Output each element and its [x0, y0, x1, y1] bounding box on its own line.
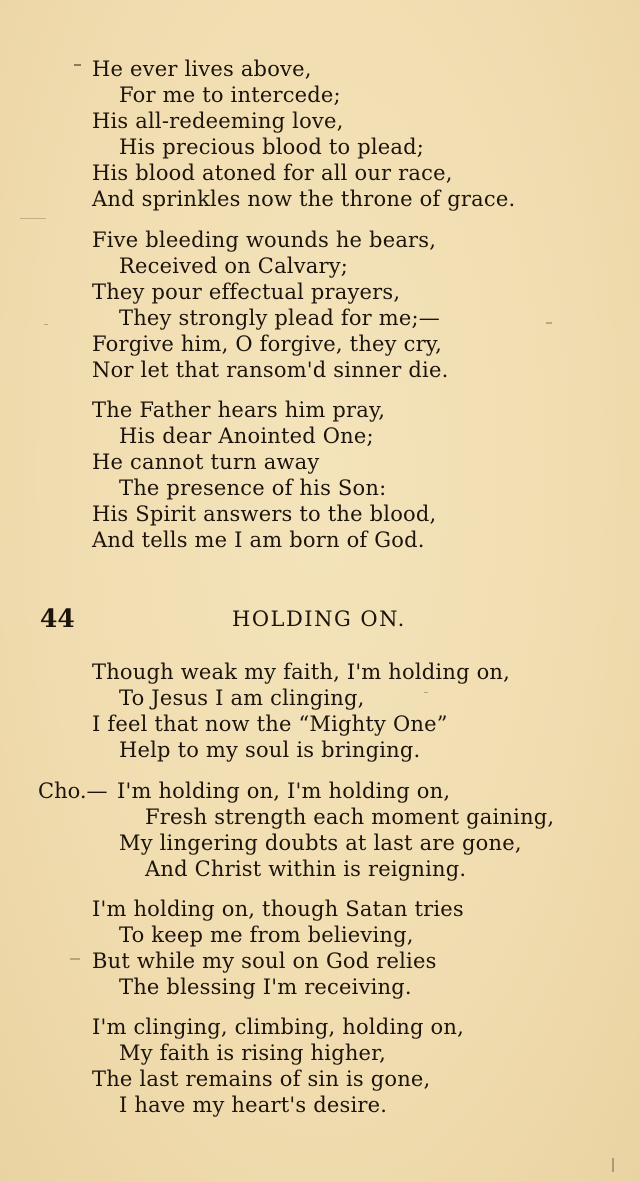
verse-1-line-1: Though weak my faith, I'm holding on,	[92, 660, 511, 684]
stanza-2-line-1: Five bleeding wounds he bears,	[92, 228, 437, 252]
stanza-2-line-4: They strongly plead for me;—	[119, 306, 440, 330]
chorus-line-1: I'm holding on, I'm holding on,	[117, 779, 451, 803]
ink-speck	[424, 692, 428, 693]
hymn-number: 44	[40, 604, 75, 633]
stanza-1-line-3: His all-redeeming love,	[92, 109, 344, 133]
stanza-2-line-6: Nor let that ransom'd sinner die.	[92, 358, 449, 382]
stanza-3-line-1: The Father hears him pray,	[92, 398, 386, 422]
verse-3-line-4: I have my heart's desire.	[119, 1093, 388, 1117]
hymn-title: HOLDING ON.	[232, 607, 406, 631]
stanza-2-line-2: Received on Calvary;	[119, 254, 349, 278]
stanza-2-line-3: They pour effectual prayers,	[92, 280, 401, 304]
ink-speck	[612, 1158, 614, 1172]
chorus-label: Cho.—	[38, 779, 108, 803]
stanza-3-line-2: His dear Anointed One;	[119, 424, 374, 448]
stanza-3-line-3: He cannot turn away	[92, 450, 320, 474]
chorus-line-2: Fresh strength each moment gaining,	[145, 805, 555, 829]
verse-3-line-3: The last remains of sin is gone,	[92, 1067, 431, 1091]
verse-2-line-1: I'm holding on, though Satan tries	[92, 897, 464, 921]
stanza-1-line-1: He ever lives above,	[92, 57, 312, 81]
stanza-3-line-6: And tells me I am born of God.	[92, 528, 425, 552]
verse-1-line-2: To Jesus I am clinging,	[119, 686, 365, 710]
verse-3-line-2: My faith is rising higher,	[119, 1041, 386, 1065]
stanza-3-line-4: The presence of his Son:	[119, 476, 387, 500]
stanza-1-line-6: And sprinkles now the throne of grace.	[92, 187, 516, 211]
stanza-3-line-5: His Spirit answers to the blood,	[92, 502, 437, 526]
verse-1-line-3: I feel that now the “Mighty One”	[92, 712, 448, 736]
verse-2-line-3: But while my soul on God relies	[92, 949, 437, 973]
ink-speck	[20, 218, 46, 219]
verse-2-line-4: The blessing I'm receiving.	[119, 975, 412, 999]
ink-speck	[546, 322, 552, 324]
ink-speck	[70, 958, 80, 960]
chorus-line-3: My lingering doubts at last are gone,	[119, 831, 522, 855]
verse-3-line-1: I'm clinging, climbing, holding on,	[92, 1015, 464, 1039]
ink-speck	[44, 324, 48, 325]
verse-2-line-2: To keep me from believing,	[119, 923, 414, 947]
ink-speck	[74, 64, 81, 66]
stanza-1-line-5: His blood atoned for all our race,	[92, 161, 453, 185]
chorus-line-4: And Christ within is reigning.	[145, 857, 467, 881]
verse-1-line-4: Help to my soul is bringing.	[119, 738, 421, 762]
stanza-1-line-4: His precious blood to plead;	[119, 135, 425, 159]
stanza-1-line-2: For me to intercede;	[119, 83, 341, 107]
stanza-2-line-5: Forgive him, O forgive, they cry,	[92, 332, 442, 356]
